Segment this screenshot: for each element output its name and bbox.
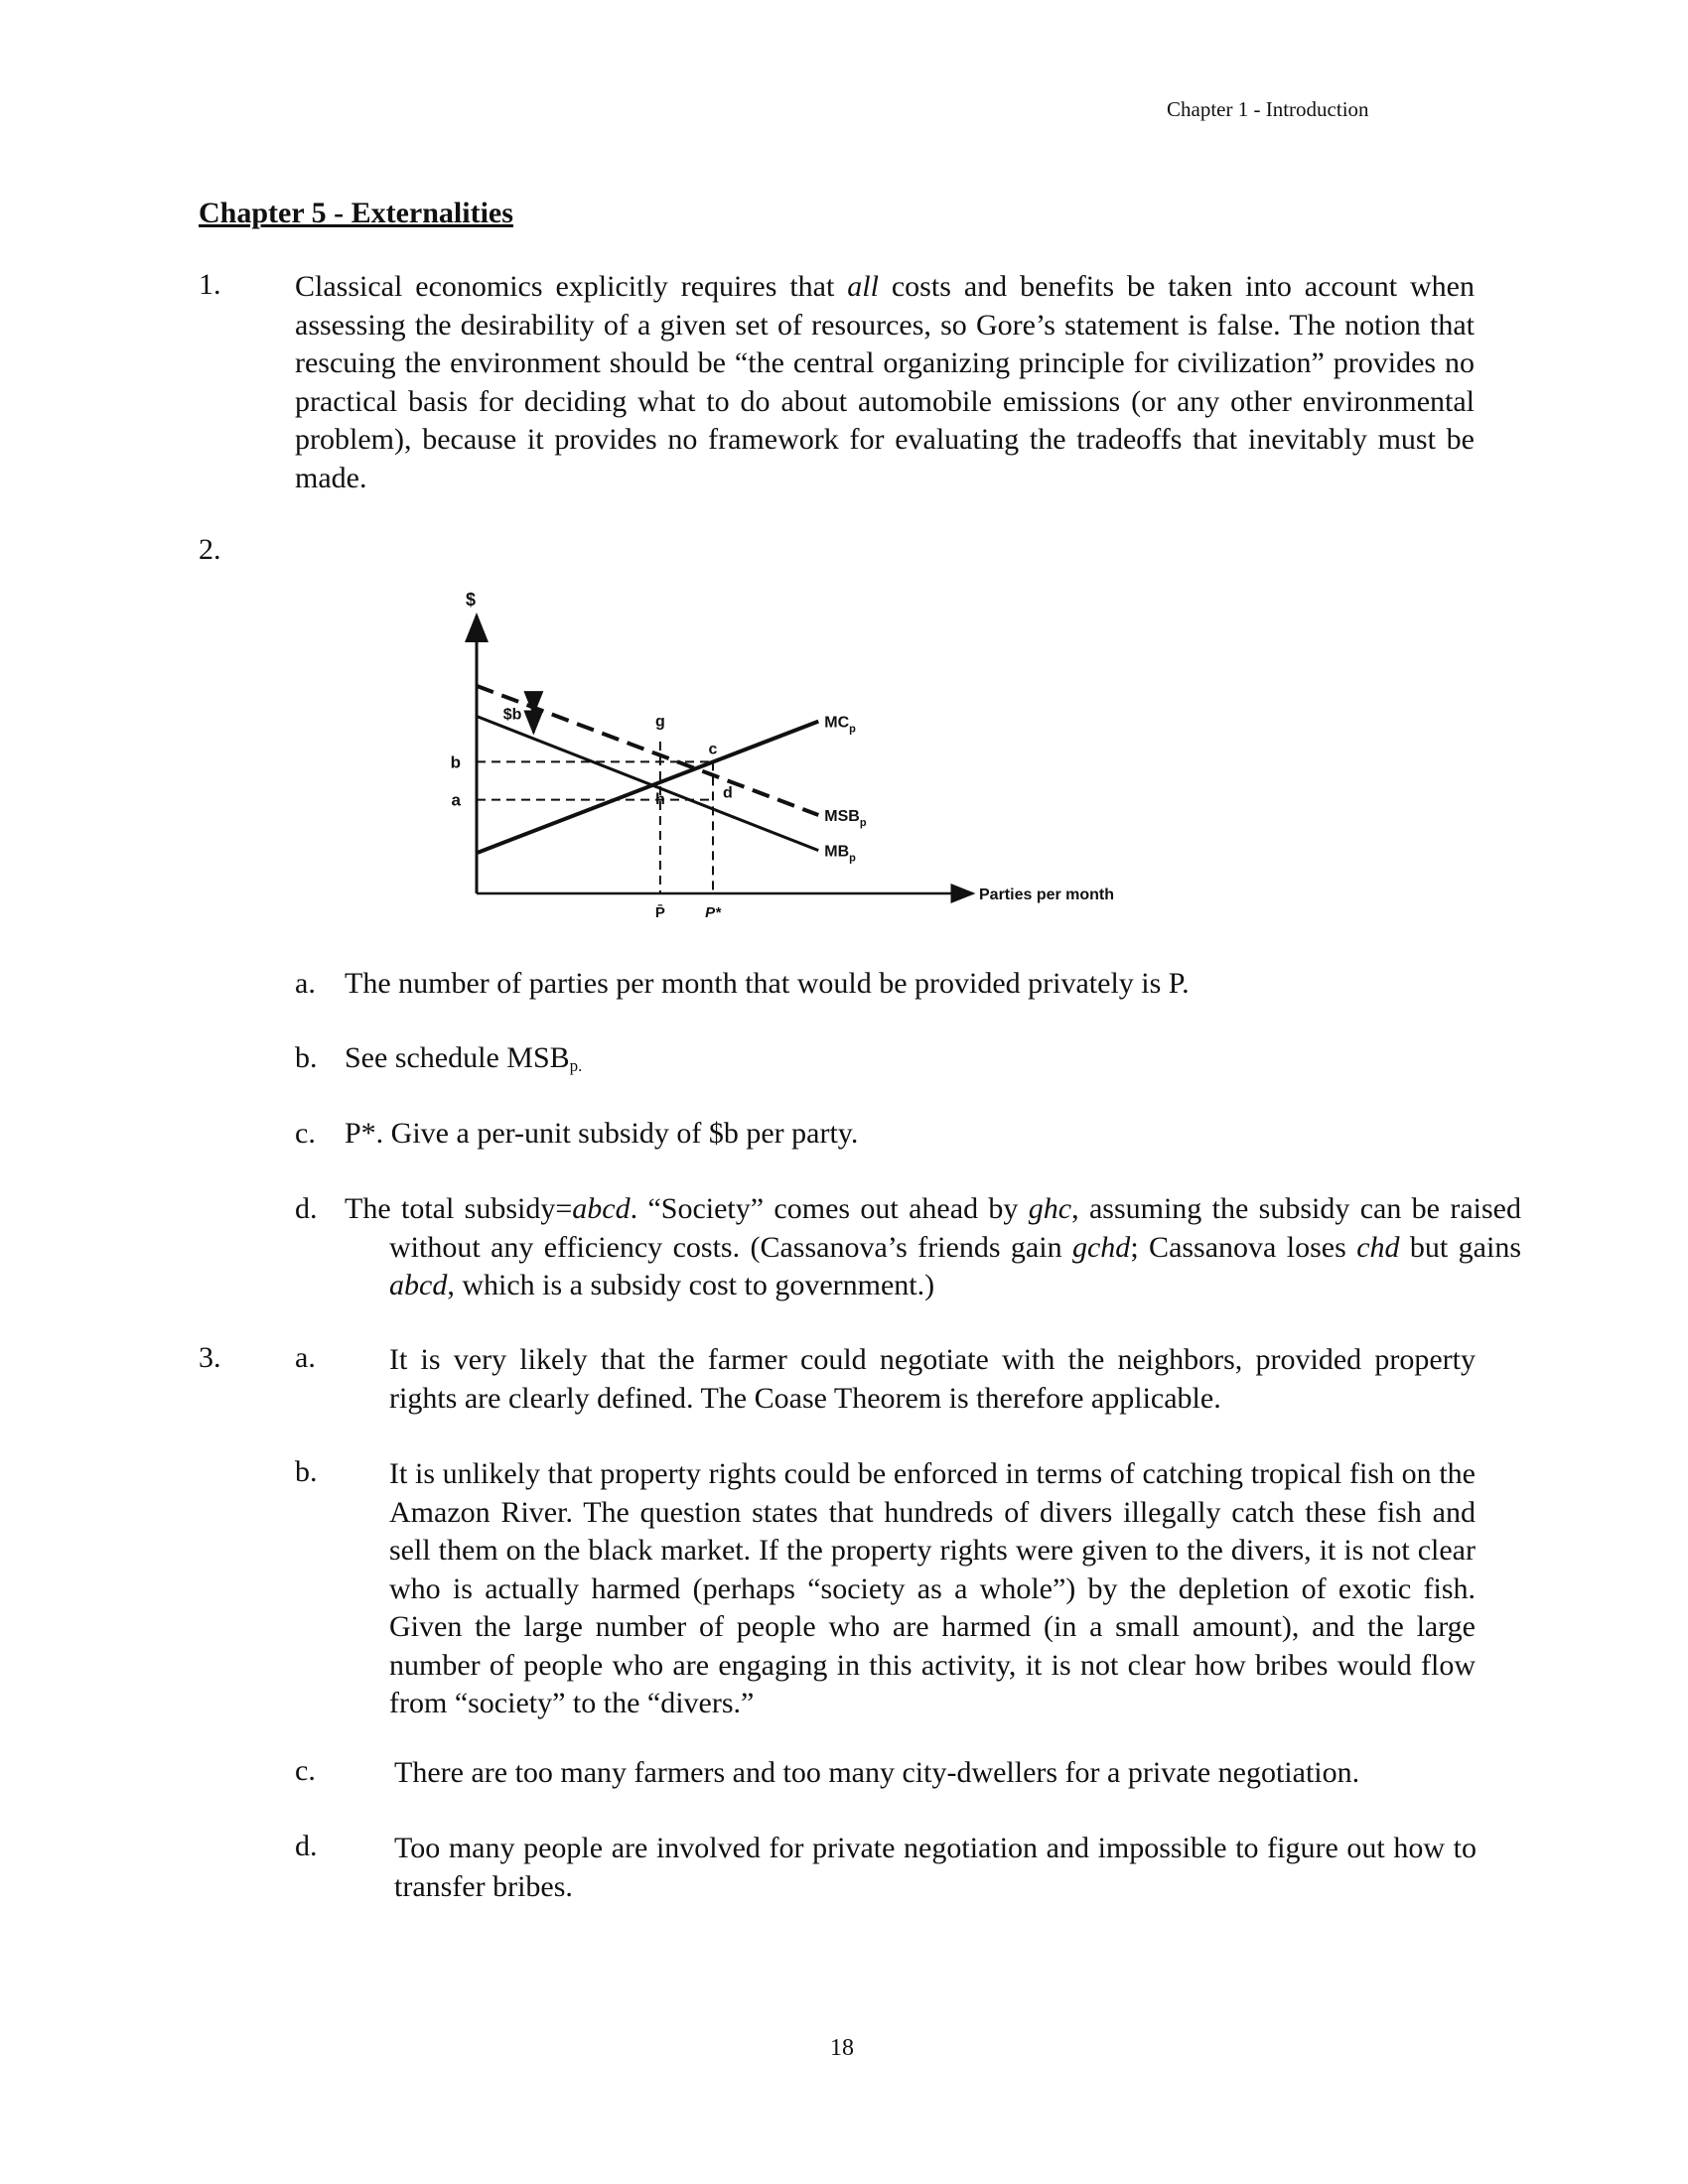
subitem-label: d. <box>295 1192 318 1225</box>
subitem-label: c. <box>295 1754 316 1787</box>
item-2a <box>295 965 1477 1004</box>
text-run: but gains <box>1399 1230 1521 1264</box>
italic-term: abcd <box>572 1192 631 1225</box>
curve-label-subscript: p <box>849 723 856 736</box>
text-run: , which is a subsidy cost to government.) <box>447 1269 935 1301</box>
curve-mb <box>477 717 818 851</box>
subscript: p. <box>569 1056 583 1075</box>
point-label-g: g <box>654 713 665 731</box>
item-3a-text: It is very likely that the farmer could negotiate with the neighbors, provided property rights are clearly defined. The Coase Theorem is therefore applicable. <box>389 1343 1476 1415</box>
italic-term: chd <box>1356 1230 1400 1264</box>
item-3d-text: Too many people are involved for private negotiation and impossible to figure out how to transfer bribes. <box>394 1832 1477 1903</box>
item-2b <box>295 1039 1477 1086</box>
subitem-label: c. <box>295 1117 316 1150</box>
curve-label-mc: $MC_p$ <box>824 714 856 736</box>
y-axis-label: $ <box>465 590 477 610</box>
text-run: , assuming the subsidy can be raised without any efficiency costs. (Cassanova’s friends gain <box>389 1192 1521 1264</box>
item-number-3: 3. <box>199 1341 221 1374</box>
subitem-text <box>345 1190 1521 1305</box>
subitem-label: d. <box>295 1830 318 1862</box>
curve-label-msb: $MSB_p$ <box>824 807 867 829</box>
text-run: Classical economics explicitly requires that <box>295 270 848 303</box>
externality-diagram <box>437 586 1192 923</box>
curve-msb <box>477 686 818 815</box>
text-run: The total subsidy= <box>345 1192 573 1225</box>
y-tick-label-a: a <box>451 790 461 810</box>
curve-label-mb: $MB_p$ <box>824 843 856 865</box>
item-2d <box>295 1190 1521 1305</box>
subitem-label: a. <box>295 967 316 1000</box>
subitem-text: See schedule MSB <box>345 1041 570 1074</box>
x-tick-label-1: P* <box>705 904 721 921</box>
text-run: ; Cassanova loses <box>1130 1230 1357 1264</box>
item-2c <box>295 1115 1477 1154</box>
curve-mc <box>477 722 818 854</box>
item-3b-text: It is unlikely that property rights could be enforced in terms of catching tropical fish on the Amazon River. The question states that hundreds of divers illegally catch these fish and sell them on the black market. If the property rights were given to the divers, it is not clear who is actually harmed (perhaps “society as a whole”) by the depletion of exotic fish. Given the large number of people who are harmed (in a small amount), and the large number of people who are engaging in this activity, it is not clear how bribes would flow from “society” to the “divers.” <box>389 1457 1476 1719</box>
text-run: . “Society” comes out ahead by <box>630 1192 1029 1225</box>
page-number: 18 <box>830 2035 854 2061</box>
point-label-c: c <box>708 741 718 758</box>
subitem-text: P*. Give a per-unit subsidy of $b per party. <box>345 1117 859 1150</box>
item-3c-text: There are too many farmers and too many city-dwellers for a private negotiation. <box>394 1756 1360 1789</box>
point-label-d: d <box>723 784 733 802</box>
subsidy-gap-label: $b <box>502 706 522 724</box>
subitem-text: The number of parties per month that would be provided privately is P. <box>345 967 1190 1000</box>
text-run: costs and benefits be taken into account when assessing the desirability of a given set of resources, so Gore’s statement is false. The notion that rescuing the environment should be “the central organizing principle for civilization” provides no practical basis for deciding what to do about automobile emissions (or any other environmental problem), because it provides no framework for evaluating the tradeoffs that inevitably must be made. <box>295 270 1475 494</box>
item-1-text <box>295 268 1475 497</box>
curve-label-subscript: p <box>859 816 867 829</box>
point-label-h: h <box>654 790 665 808</box>
item-number-1: 1. <box>199 268 221 301</box>
italic-term: ghc <box>1028 1192 1072 1225</box>
curve-label-subscript: p <box>849 852 856 865</box>
italic-term: gchd <box>1071 1230 1131 1264</box>
x-tick-label-0: P̄ <box>654 904 665 921</box>
subitem-label: b. <box>295 1455 318 1488</box>
x-axis-label: Parties per month <box>979 887 1115 903</box>
y-tick-label-b: b <box>450 752 461 772</box>
item-number-2: 2. <box>199 533 221 566</box>
chapter-title: Chapter 5 - Externalities <box>199 197 513 229</box>
italic-term: abcd <box>389 1269 448 1301</box>
subitem-label: a. <box>295 1341 316 1374</box>
subitem-label: b. <box>295 1041 318 1074</box>
running-header: Chapter 1 - Introduction <box>1167 97 1369 121</box>
italic-term: all <box>847 270 879 303</box>
